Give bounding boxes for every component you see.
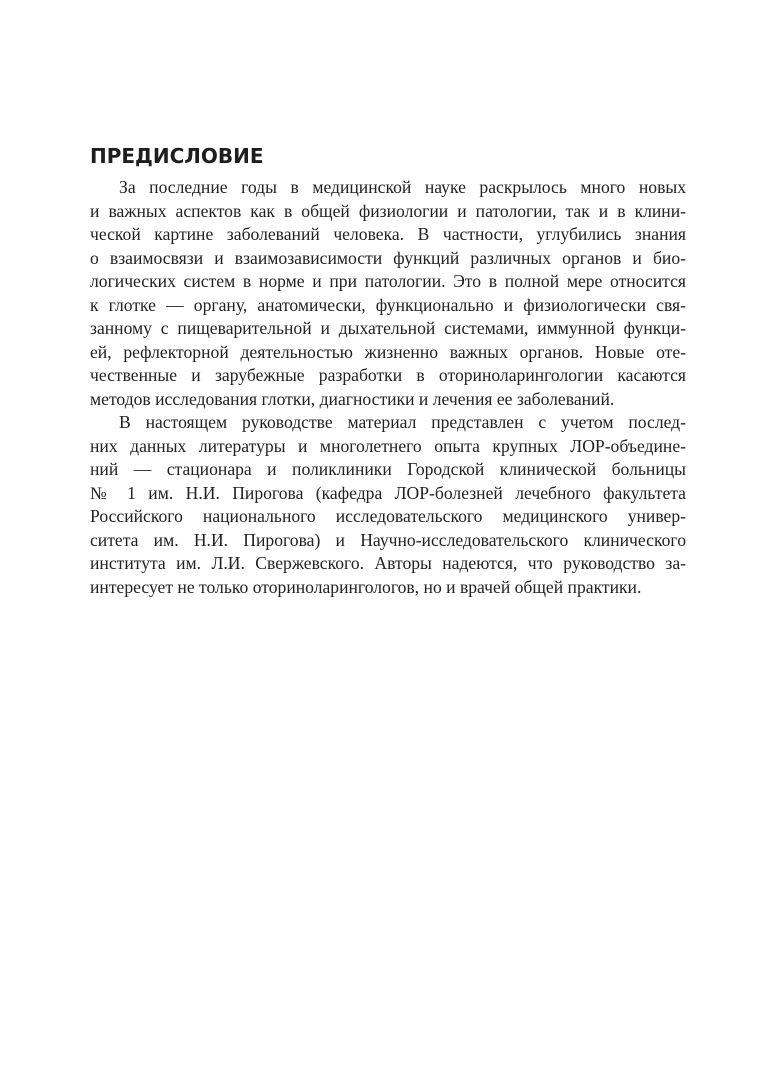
text-line: Российского национального исследовательского медицинского универ- xyxy=(90,506,686,526)
text-line: За последние годы в медицинской науке раскрылось много новых xyxy=(119,177,686,197)
text-line: логических систем в норме и при патологии. Это в полной мере относится xyxy=(90,271,686,291)
text-line: и важных аспектов как в общей физиологии и патологии, так и в клини- xyxy=(90,200,686,221)
text-line: них данных литературы и многолетнего опыта крупных ЛОР-объедине- xyxy=(90,435,686,456)
text-line: № 1 им. Н.И. Пирогова (кафедра ЛОР-болезней лечебного факультета xyxy=(90,482,686,503)
text-line: к глотке — органу, анатомически, функционально и физиологически свя- xyxy=(90,294,686,315)
text-line: о взаимосвязи и взаимозависимости функций различных органов и био- xyxy=(90,247,686,268)
text-line: методов исследования глотки, диагностики и лечения ее заболеваний. xyxy=(90,388,615,409)
text-line: ей, рефлекторной деятельностью жизненно важных органов. Новые оте- xyxy=(90,341,686,362)
body-text xyxy=(90,176,686,599)
text-line: интересует не только оториноларингологов, но и врачей общей практики. xyxy=(90,576,642,597)
text-line: В настоящем руководстве материал представлен с учетом послед- xyxy=(119,412,686,432)
text-line: ситета им. Н.И. Пирогова) и Научно-исследовательского клинического xyxy=(90,529,686,550)
text-line: института им. Л.И. Свержевского. Авторы надеются, что руководство за- xyxy=(90,553,686,573)
text-line: ческой картине заболеваний человека. В частности, углубились знания xyxy=(90,224,686,244)
paragraph-2 xyxy=(90,411,686,599)
text-line: чественные и зарубежные разработки в оториноларингологии касаются xyxy=(90,365,686,385)
paragraph-1 xyxy=(90,176,686,411)
text-line: занному с пищеварительной и дыхательной системами, иммунной функци- xyxy=(90,318,686,338)
text-line: ний — стационара и поликлиники Городской клинической больницы xyxy=(90,459,686,479)
page-title: ПРЕДИСЛОВИЕ xyxy=(90,144,264,168)
